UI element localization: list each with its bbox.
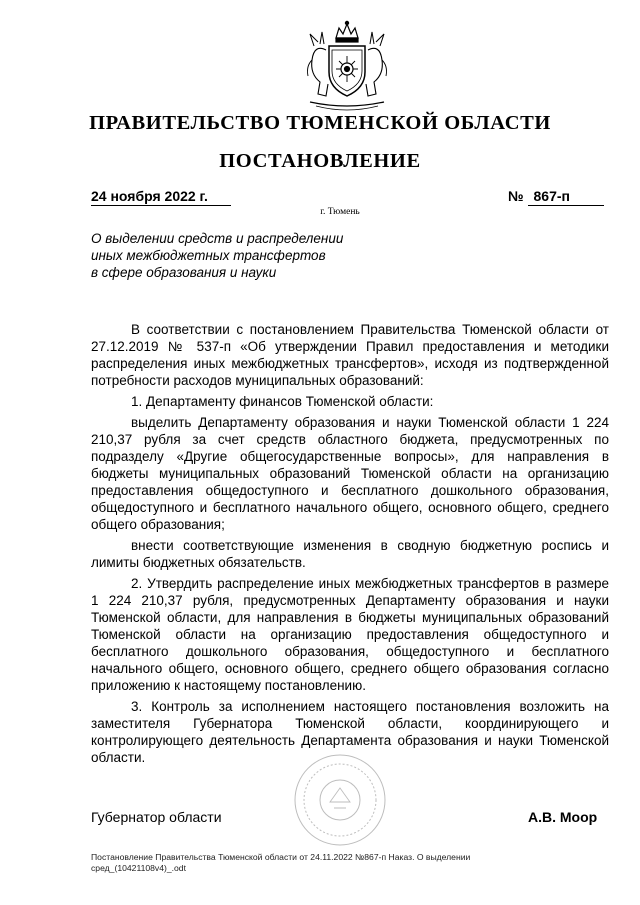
subject-line: иных межбюджетных трансфертов <box>91 248 326 263</box>
document-footer <box>91 852 531 874</box>
clause-2-paragraph: 2. Утвердить распределение иных межбюджетных трансфертов в размере 1 224 210,37 рубля, предусмотренных Департаменту образования и науки Тюменской области, для направления в бюджеты муниципальных образований Тюменской области на организацию предоставления общедоступного и бесплатного дошкольного образования, общедоступного и бесплатного начального общего, основного общего, среднего общего образования согласно приложению к настоящему постановлению. <box>91 576 609 693</box>
document-city: г. Тюмень <box>320 207 360 217</box>
document-date: 24 ноября 2022 г. <box>91 187 231 206</box>
signatory-name: А.В. Моор <box>528 809 598 825</box>
signatory-title: Губернатор области <box>91 809 222 825</box>
document-subject <box>91 230 391 281</box>
preamble-paragraph: В соответствии с постановлением Правительства Тюменской области от 27.12.2019 № 537-п «Об утверждении Правил предоставления и методики распределения иных межбюджетных трансфертов», исходя из подтвержденной потребности расходов муниципальных образований: <box>91 322 609 388</box>
clause-1-heading: 1. Департаменту финансов Тюменской области: <box>131 394 434 409</box>
document-body <box>91 321 609 770</box>
organization-heading: ПРАВИТЕЛЬСТВО ТЮМЕНСКОЙ ОБЛАСТИ <box>89 112 551 134</box>
subject-line: в сфере образования и науки <box>91 265 277 280</box>
clause-1-budget-changes: внести соответствующие изменения в сводную бюджетную роспись и лимиты бюджетных обязательств. <box>91 538 609 570</box>
subject-line: О выделении средств и распределении <box>91 231 344 246</box>
clause-3-paragraph: 3. Контроль за исполнением настоящего постановления возложить на заместителя Губернатора Тюменской области, координирующего и контролирующего деятельность Департамента образования и науки Тюменской области. <box>91 699 609 765</box>
document-number <box>508 187 605 206</box>
footer-line: Постановление Правительства Тюменской области от 24.11.2022 №867-п Наказ. О выделении <box>91 852 471 862</box>
clause-1-allocation: выделить Департаменту образования и науки Тюменской области 1 224 210,37 рубля за счет средств областного бюджета, предусмотренных по подразделу «Другие общегосударственные вопросы», для направления в бюджеты муниципальных образований Тюменской области на организацию предоставления общедоступного и бесплатного дошкольного образования, общедоступного и бесплатного начального общего, основного общего, среднего общего образования; <box>91 415 609 532</box>
number-value: 867-п <box>528 187 604 206</box>
official-seal-icon <box>292 752 388 848</box>
document-type-heading: ПОСТАНОВЛЕНИЕ <box>219 150 421 172</box>
number-prefix: № <box>508 188 524 204</box>
coat-of-arms-icon <box>292 20 402 116</box>
footer-line: сред_(10421108v4)_.odt <box>91 863 186 873</box>
